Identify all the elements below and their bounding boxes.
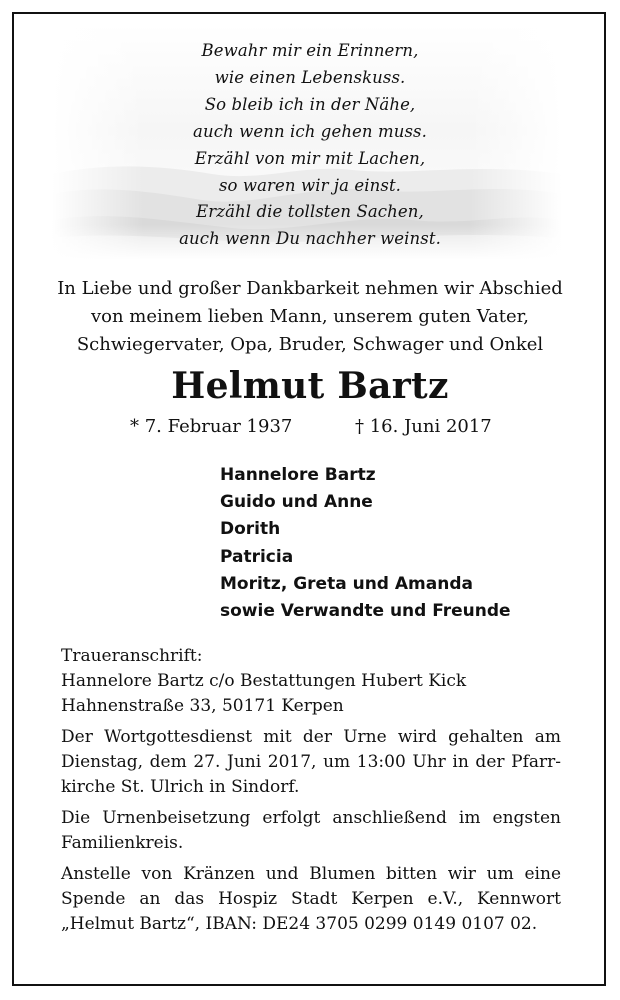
mourner-line: Moritz, Greta und Amanda <box>220 573 473 594</box>
service-line: Dienstag, dem 27. Juni 2017, um 13:00 Uhr in der Pfarr- <box>61 752 561 772</box>
poem-line: Erzähl von mir mit Lachen, <box>194 148 426 168</box>
intro-line: In Liebe und großer Dankbarkeit nehmen wir Abschied <box>57 278 563 299</box>
address-line: Hahnenstraße 33, 50171 Kerpen <box>61 696 344 716</box>
mourning-address <box>61 644 561 719</box>
burial-info <box>61 806 561 856</box>
poem-line: auch wenn Du nachher weinst. <box>179 229 441 249</box>
mourner-line: sowie Verwandte und Freunde <box>220 601 511 622</box>
poem-line: Erzähl die tollsten Sachen, <box>196 202 424 222</box>
donation-line: Spende an das Hospiz Stadt Kerpen e.V., Kennwort <box>61 889 561 909</box>
intro-line: von meinem lieben Mann, unserem guten Vater, <box>90 306 530 327</box>
intro-line: Schwiegervater, Opa, Bruder, Schwager und Onkel <box>76 334 544 355</box>
death-date: † 16. Juni 2017 <box>355 416 492 437</box>
donation-line: Anstelle von Kränzen und Blumen bitten wir um eine <box>61 864 561 884</box>
service-line: kirche St. Ulrich in Sindorf. <box>61 777 300 797</box>
address-line: Traueranschrift: <box>61 646 203 666</box>
poem-line: so waren wir ja einst. <box>218 175 402 195</box>
poem-line: So bleib ich in der Nähe, <box>204 94 416 114</box>
service-line: Der Wortgottesdienst mit der Urne wird gehalten am <box>61 727 561 747</box>
poem-line: wie einen Lebenskuss. <box>214 67 406 87</box>
burial-line: Familienkreis. <box>61 833 184 853</box>
service-info <box>61 725 561 800</box>
birth-date: * 7. Februar 1937 <box>130 416 293 437</box>
burial-line: Die Urnenbeisetzung erfolgt anschließend im engsten <box>61 808 561 828</box>
notice-details <box>61 644 561 943</box>
mourner-line: Hannelore Bartz <box>220 465 376 485</box>
mourner-line: Guido und Anne <box>220 492 373 513</box>
mourner-line: Dorith <box>220 519 281 540</box>
farewell-intro <box>24 275 596 359</box>
mourner-line: Patricia <box>220 546 294 567</box>
address-line: Hannelore Bartz c/o Bestattungen Hubert Kick <box>61 671 467 691</box>
deceased-name: Helmut Bartz <box>171 365 449 407</box>
poem-line: Bewahr mir ein Erinnern, <box>201 41 419 60</box>
donation-info <box>61 862 561 937</box>
mourners-list <box>220 462 511 625</box>
memorial-poem <box>50 38 570 253</box>
poem-line: auch wenn ich gehen muss. <box>193 121 427 141</box>
donation-line: „Helmut Bartz“, IBAN: DE24 3705 0299 0149 0107 02. <box>61 914 538 934</box>
